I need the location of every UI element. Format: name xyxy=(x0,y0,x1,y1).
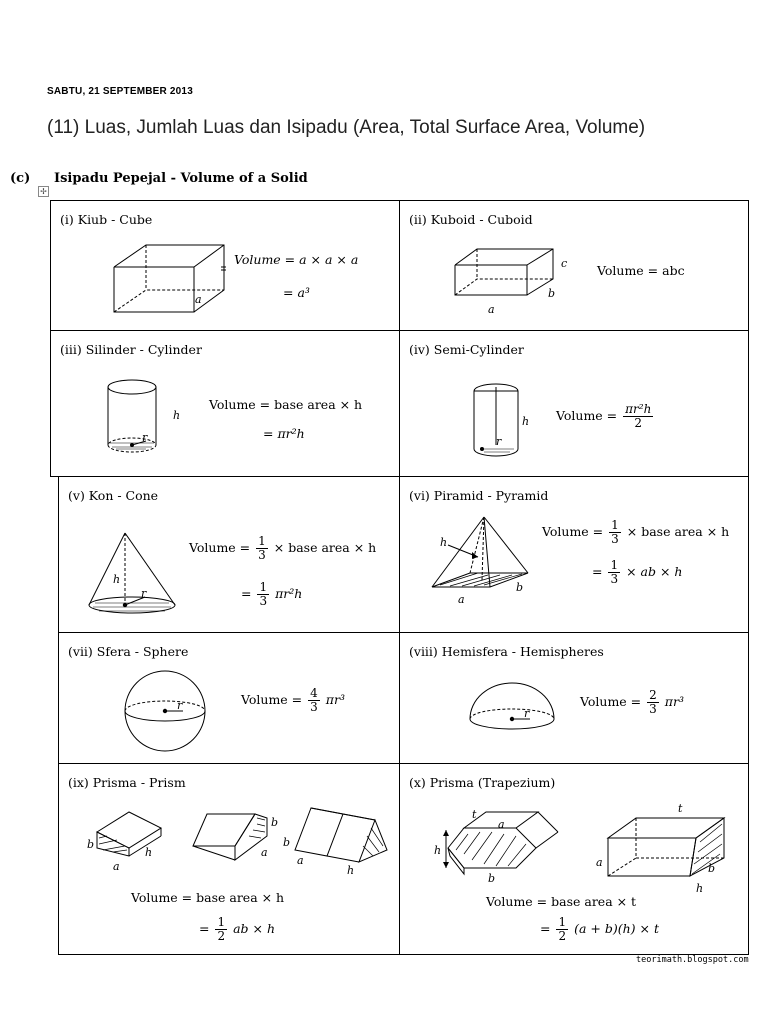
pyramid-dim-a: a xyxy=(458,593,465,606)
cuboid-dim-a: a xyxy=(488,303,495,316)
cuboid-label: (ii) Kuboid - Cuboid xyxy=(409,212,533,227)
cell-pyramid xyxy=(399,476,749,633)
pyramid-dim-h: h xyxy=(440,536,448,549)
semicylinder-volume: Volume = $\frac{\text{πr²h}}{2}$ xyxy=(556,402,652,430)
pyramid-figure-icon xyxy=(430,515,540,605)
prism3-dim-b: b xyxy=(283,836,291,849)
trapezium-prism-label: (x) Prisma (Trapezium) xyxy=(409,775,556,790)
cuboid-dim-b: b xyxy=(548,287,556,300)
cube-dim-a: a xyxy=(195,293,202,306)
cylinder-volume-line2: = πr²h xyxy=(263,426,305,441)
cone-volume-line1: Volume = $\frac{1}{3}$ × base area × h xyxy=(189,534,377,562)
cube-figure-icon xyxy=(111,245,211,315)
cube-volume-line2: = a³ xyxy=(283,285,310,300)
trapezium-prism-figure-1-icon xyxy=(428,804,578,884)
prism2-dim-a: a xyxy=(261,846,268,859)
cone-dim-r: r xyxy=(141,587,147,600)
prism1-dim-h: h xyxy=(145,846,153,859)
cylinder-volume-line1: Volume = base area × h xyxy=(209,397,363,412)
trap2-dim-h: h xyxy=(696,882,704,895)
section-title: Isipadu Pepejal - Volume of a Solid xyxy=(54,171,308,186)
prism3-dim-a: a xyxy=(297,854,304,867)
cell-hemisphere xyxy=(399,632,749,764)
prism-figure-2-icon xyxy=(187,804,277,874)
trap2-dim-a: a xyxy=(596,856,603,869)
cone-figure-icon xyxy=(87,531,187,616)
cone-volume-line2: = $\frac{1}{3}$ πr²h xyxy=(241,580,303,608)
prism3-dim-h: h xyxy=(347,864,355,877)
prism1-dim-a: a xyxy=(113,860,120,873)
cell-cuboid xyxy=(399,200,749,331)
cylinder-figure-icon xyxy=(106,379,196,459)
cylinder-dim-r: r xyxy=(142,431,148,444)
prism-label: (ix) Prisma - Prism xyxy=(68,775,186,790)
cylinder-dim-h: h xyxy=(173,409,181,422)
pyramid-volume-line2: = $\frac{1}{3}$ × ab × h xyxy=(592,558,683,586)
cone-dim-h: h xyxy=(113,573,121,586)
prism2-dim-b: b xyxy=(271,816,279,829)
trap1-dim-b: b xyxy=(488,872,496,885)
trap1-dim-t: t xyxy=(472,808,477,821)
cylinder-label: (iii) Silinder - Cylinder xyxy=(60,342,202,357)
sphere-figure-icon xyxy=(123,669,213,759)
post-title[interactable]: (11) Luas, Jumlah Luas dan Isipadu (Area, Total Surface Area, Volume) xyxy=(47,117,646,138)
prism-figure-3-icon xyxy=(283,806,391,877)
pyramid-volume-line1: Volume = $\frac{1}{3}$ × base area × h xyxy=(542,518,730,546)
trap2-dim-b: b xyxy=(708,862,716,875)
trapezium-prism-volume-line1: Volume = base area × t xyxy=(486,894,637,909)
cell-sphere xyxy=(58,632,400,764)
hemisphere-figure-icon xyxy=(468,683,558,733)
cell-cube xyxy=(50,200,400,331)
pyramid-label: (vi) Piramid - Pyramid xyxy=(409,488,549,503)
hemisphere-volume: Volume = $\frac{2}{3}$ πr³ xyxy=(580,688,684,716)
semicylinder-dim-r: r xyxy=(496,435,502,448)
trap1-dim-a: a xyxy=(498,818,505,831)
cell-cylinder xyxy=(50,330,400,477)
cone-label: (v) Kon - Cone xyxy=(68,488,159,503)
prism-figure-1-icon xyxy=(83,804,173,874)
cuboid-volume-line1: Volume = abc xyxy=(597,263,685,278)
pyramid-dim-b: b xyxy=(516,581,524,594)
cell-trapezium-prism xyxy=(399,763,749,955)
post-date: SABTU, 21 SEPTEMBER 2013 xyxy=(47,86,193,97)
hemisphere-dim-r: r xyxy=(524,707,530,720)
cell-cone xyxy=(58,476,400,633)
cell-semicylinder xyxy=(399,330,749,477)
table-move-handle-icon[interactable]: ✢ xyxy=(38,186,49,197)
prism1-dim-b: b xyxy=(87,838,95,851)
watermark-footer: teorimath.blogspot.com xyxy=(636,955,749,965)
section-label: (c) xyxy=(10,171,31,186)
trap2-dim-t: t xyxy=(678,802,683,815)
trap1-dim-h: h xyxy=(434,844,442,857)
cube-label: (i) Kiub - Cube xyxy=(60,212,153,227)
cell-prism xyxy=(58,763,400,955)
cube-volume-line1: Volume = a × a × a xyxy=(234,252,359,267)
sphere-dim-r: r xyxy=(177,699,183,712)
cuboid-figure-icon xyxy=(455,249,568,316)
trapezium-prism-figure-2-icon xyxy=(596,802,736,895)
hemisphere-label: (viii) Hemisfera - Hemispheres xyxy=(409,644,604,659)
cuboid-dim-c: c xyxy=(561,257,568,270)
prism-volume-line2: = $\frac{1}{2}$ ab × h xyxy=(199,915,276,943)
sphere-label: (vii) Sfera - Sphere xyxy=(68,644,189,659)
semicylinder-figure-icon xyxy=(470,379,540,459)
semicylinder-label: (iv) Semi-Cylinder xyxy=(409,342,524,357)
trapezium-prism-volume-line2: = $\frac{1}{2}$ (a + b)(h) × t xyxy=(540,915,659,943)
sphere-volume: Volume = $\frac{4}{3}$ πr³ xyxy=(241,686,345,714)
semicylinder-dim-h: h xyxy=(522,415,530,428)
prism-volume-line1: Volume = base area × h xyxy=(131,890,285,905)
